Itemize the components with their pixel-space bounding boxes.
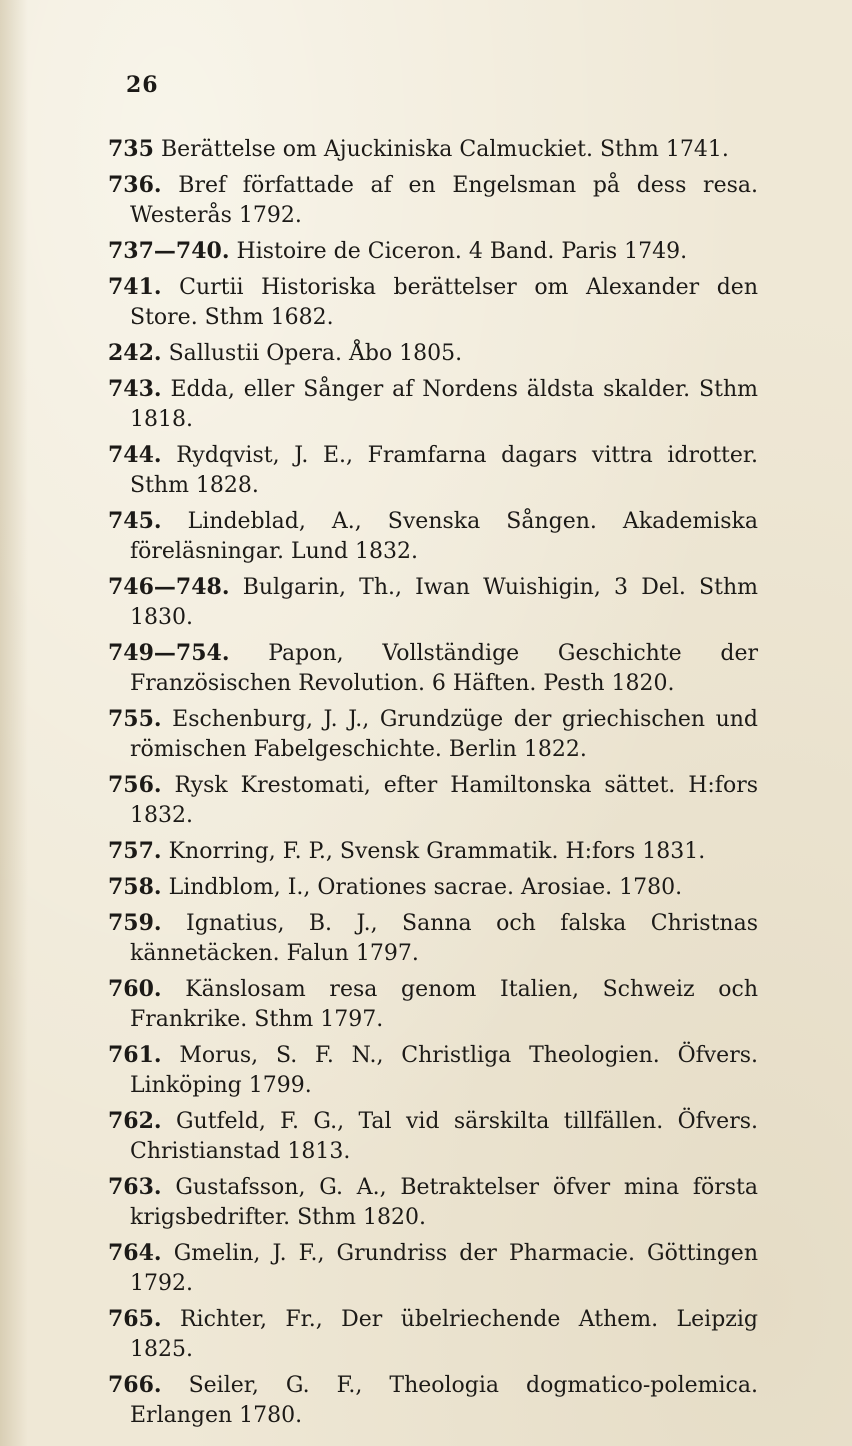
entry-number: 735: [108, 136, 154, 162]
entry-number: 744.: [108, 442, 162, 468]
entry-text: Papon, Vollständige Geschichte der Französischen Revolution. 6 Häften. Pesth 1820.: [130, 641, 758, 696]
catalog-entry: [108, 1106, 758, 1167]
entry-number: 764.: [108, 1240, 162, 1266]
catalog-entry: [108, 1304, 758, 1365]
catalog-entry: [108, 170, 758, 231]
entry-text: Edda, eller Sånger af Nordens äldsta skalder. Sthm 1818.: [130, 377, 758, 432]
entry-number: 756.: [108, 772, 162, 798]
entry-number: 746—748.: [108, 574, 230, 600]
entry-text: Richter, Fr., Der übelriechende Athem. Leipzig 1825.: [130, 1307, 758, 1362]
entry-text: Bref författade af en Engelsman på dess resa. Westerås 1792.: [130, 173, 758, 228]
entry-number: 749—754.: [108, 640, 230, 666]
entry-number: 760.: [108, 976, 162, 1002]
entry-text: Knorring, F. P., Svensk Grammatik. H:fors 1831.: [168, 839, 706, 864]
entry-number: 766.: [108, 1372, 162, 1398]
entry-number: 757.: [108, 838, 162, 864]
entry-text: Gustafsson, G. A., Betraktelser öfver mina första krigsbedrifter. Sthm 1820.: [130, 1175, 758, 1230]
entry-number: 737—740.: [108, 238, 230, 264]
page-number: 26: [126, 72, 159, 98]
entry-number: 762.: [108, 1108, 162, 1134]
catalog-entry: [108, 974, 758, 1035]
catalog-entry: [108, 440, 758, 501]
entry-text: Histoire de Ciceron. 4 Band. Paris 1749.: [236, 239, 688, 264]
entry-number: 242.: [108, 340, 162, 366]
entry-number: 759.: [108, 910, 162, 936]
catalog-entry: [108, 506, 758, 567]
entry-number: 761.: [108, 1042, 162, 1068]
entry-text: Ignatius, B. J., Sanna och falska Christnas kännetäcken. Falun 1797.: [130, 911, 758, 966]
entry-number: 736.: [108, 172, 162, 198]
catalog-entry: [108, 638, 758, 699]
entry-number: 758.: [108, 874, 162, 900]
catalog-entry: [108, 572, 758, 633]
entry-number: 755.: [108, 706, 162, 732]
entry-text: Seiler, G. F., Theologia dogmatico-polemica. Erlangen 1780.: [130, 1373, 758, 1428]
catalog-entry: [108, 374, 758, 435]
entry-text: Eschenburg, J. J., Grundzüge der griechischen und römischen Fabelgeschichte. Berlin 1822.: [130, 707, 758, 762]
catalog-list: [108, 134, 758, 1436]
entry-text: Sallustii Opera. Åbo 1805.: [168, 341, 463, 366]
catalog-entry: [108, 338, 758, 369]
entry-text: Morus, S. F. N., Christliga Theologien. Öfvers. Linköping 1799.: [130, 1043, 758, 1098]
catalog-entry: [108, 272, 758, 333]
catalog-entry: [108, 236, 758, 267]
catalog-entry: [108, 872, 758, 903]
entry-text: Curtii Historiska berättelser om Alexander den Store. Sthm 1682.: [130, 275, 758, 330]
catalog-entry: [108, 770, 758, 831]
catalog-entry: [108, 908, 758, 969]
page-edge-shadow: [0, 0, 28, 1446]
entry-text: Lindeblad, A., Svenska Sången. Akademiska föreläsningar. Lund 1832.: [130, 509, 758, 564]
entry-text: Gmelin, J. F., Grundriss der Pharmacie. Göttingen 1792.: [130, 1241, 758, 1296]
catalog-entry: [108, 836, 758, 867]
catalog-entry: [108, 134, 758, 165]
catalog-entry: [108, 1040, 758, 1101]
catalog-entry: [108, 1238, 758, 1299]
entry-text: Känslosam resa genom Italien, Schweiz och Frankrike. Sthm 1797.: [130, 977, 758, 1032]
entry-text: Rydqvist, J. E., Framfarna dagars vittra idrotter. Sthm 1828.: [130, 443, 759, 498]
entry-number: 741.: [108, 274, 162, 300]
entry-number: 745.: [108, 508, 162, 534]
entry-text: Rysk Krestomati, efter Hamiltonska sättet. H:fors 1832.: [130, 773, 759, 828]
entry-number: 763.: [108, 1174, 162, 1200]
entry-text: Gutfeld, F. G., Tal vid särskilta tillfällen. Öfvers. Christianstad 1813.: [130, 1109, 759, 1164]
entry-text: Lindblom, I., Orationes sacrae. Arosiae. 1780.: [168, 875, 683, 900]
entry-number: 743.: [108, 376, 162, 402]
entry-text: Bulgarin, Th., Iwan Wuishigin, 3 Del. Sthm 1830.: [130, 575, 758, 630]
catalog-entry: [108, 1370, 758, 1431]
catalog-entry: [108, 704, 758, 765]
catalog-entry: [108, 1172, 758, 1233]
entry-number: 765.: [108, 1306, 162, 1332]
entry-text: Berättelse om Ajuckiniska Calmuckiet. Sthm 1741.: [160, 137, 729, 162]
